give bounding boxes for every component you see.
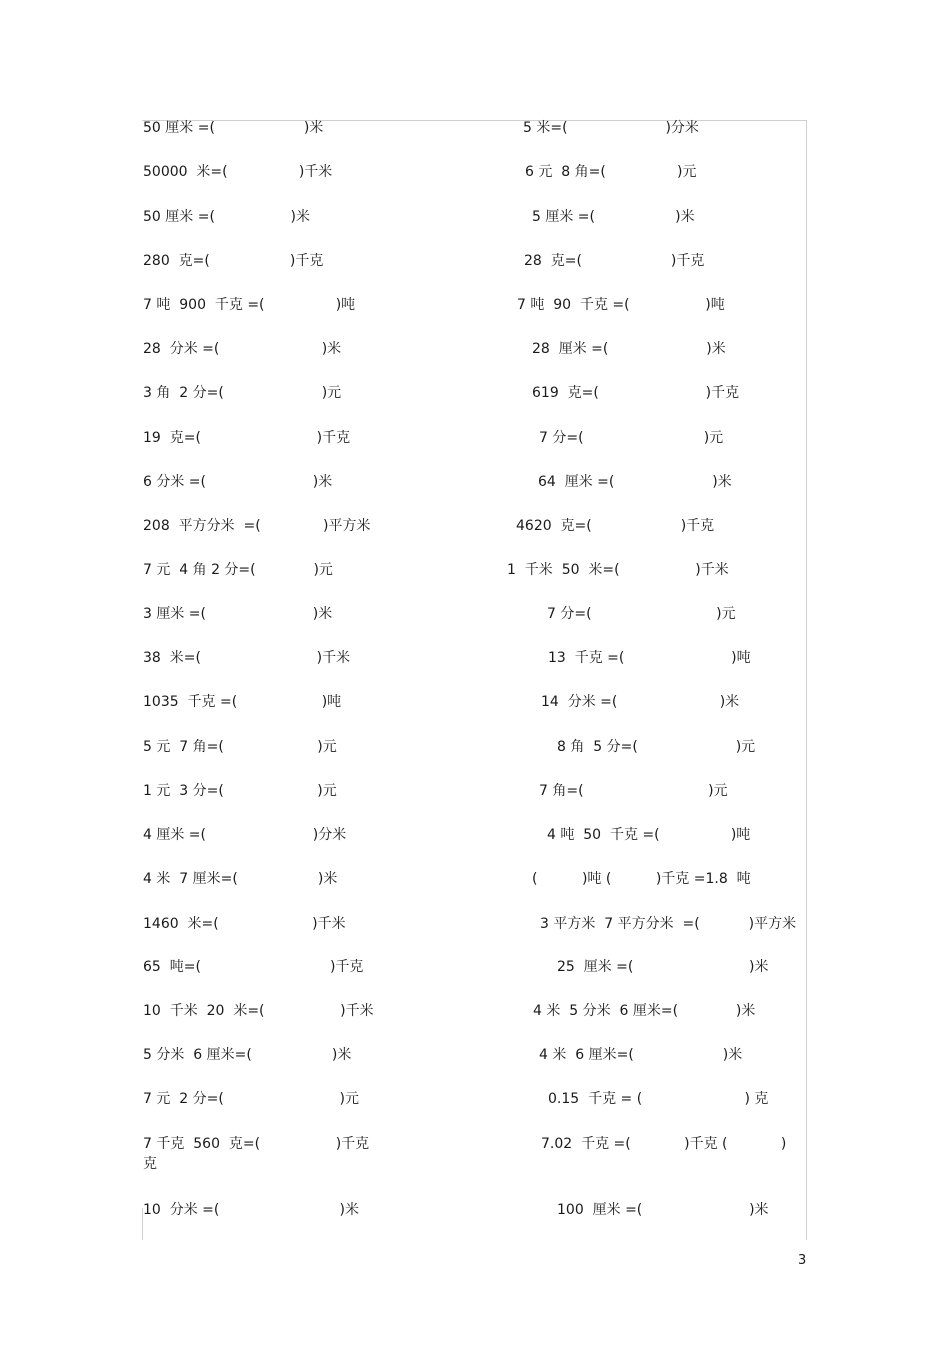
question-left-24: 7 千克 560 克=( )千克 — [143, 1136, 370, 1152]
question-right-6: 28 厘米 =( )米 — [532, 341, 726, 357]
question-left-9: 6 分米 =( )米 — [143, 474, 333, 490]
question-right-3: 5 厘米 =( )米 — [532, 209, 695, 225]
question-left-23: 7 元 2 分=( )元 — [143, 1091, 359, 1107]
question-left-4: 280 克=( )千克 — [143, 253, 324, 269]
question-left-2: 50000 米=( )千米 — [143, 164, 333, 180]
question-left-21: 10 千米 20 米=( )千米 — [143, 1003, 374, 1019]
question-right-1: 5 米=( )分米 — [523, 120, 699, 136]
page-number: 3 — [798, 1253, 807, 1268]
question-right-18: ( )吨 ( )千克 =1.8 吨 — [532, 871, 751, 887]
question-left-19: 1460 米=( )千米 — [143, 916, 346, 932]
question-right-25: 100 厘米 =( )米 — [557, 1202, 769, 1218]
question-left-8: 19 克=( )千克 — [143, 430, 351, 446]
question-left-25: 10 分米 =( )米 — [143, 1202, 359, 1218]
page-border-right — [806, 120, 807, 1240]
question-right-19: 3 平方米 7 平方分米 =( )平方米 — [540, 916, 797, 932]
question-left-6: 28 分米 =( )米 — [143, 341, 342, 357]
question-left-20: 65 吨=( )千克 — [143, 959, 364, 975]
question-right-11: 1 千米 50 米=( )千米 — [507, 562, 729, 578]
question-right-9: 64 厘米 =( )米 — [538, 474, 732, 490]
question-right-13: 13 千克 =( )吨 — [548, 650, 751, 666]
question-right-24: 7.02 千克 =( )千克 ( ) — [541, 1136, 787, 1152]
question-right-8: 7 分=( )元 — [539, 430, 724, 446]
question-right-20: 25 厘米 =( )米 — [557, 959, 769, 975]
question-right-7: 619 克=( )千克 — [532, 385, 740, 401]
question-right-12: 7 分=( )元 — [547, 606, 736, 622]
question-right-2: 6 元 8 角=( )元 — [525, 164, 697, 180]
question-right-17: 4 吨 50 千克 =( )吨 — [547, 827, 751, 843]
question-left-1: 50 厘米 =( )米 — [143, 120, 324, 136]
question-right-21: 4 米 5 分米 6 厘米=( )米 — [533, 1003, 756, 1019]
question-left-22: 5 分米 6 厘米=( )米 — [143, 1047, 352, 1063]
question-left-3: 50 厘米 =( )米 — [143, 209, 311, 225]
question-left-11: 7 元 4 角 2 分=( )元 — [143, 562, 333, 578]
question-left-16: 1 元 3 分=( )元 — [143, 783, 337, 799]
question-right-15: 8 角 5 分=( )元 — [557, 739, 756, 755]
question-right-16: 7 角=( )元 — [539, 783, 728, 799]
question-right-14: 14 分米 =( )米 — [541, 694, 740, 710]
question-left-17: 4 厘米 =( )分米 — [143, 827, 347, 843]
question-left-13: 38 米=( )千米 — [143, 650, 351, 666]
question-left-12: 3 厘米 =( )米 — [143, 606, 333, 622]
question-left-5: 7 吨 900 千克 =( )吨 — [143, 297, 356, 313]
question-left-7: 3 角 2 分=( )元 — [143, 385, 342, 401]
question-right-5: 7 吨 90 千克 =( )吨 — [517, 297, 725, 313]
question-left-24-wrap: 克 — [143, 1156, 157, 1172]
question-left-14: 1035 千克 =( )吨 — [143, 694, 342, 710]
question-right-22: 4 米 6 厘米=( )米 — [539, 1047, 743, 1063]
question-left-18: 4 米 7 厘米=( )米 — [143, 871, 338, 887]
question-left-10: 208 平方分米 =( )平方米 — [143, 518, 371, 534]
question-right-4: 28 克=( )千克 — [524, 253, 705, 269]
question-right-23: 0.15 千克 = ( ) 克 — [548, 1091, 769, 1107]
question-right-10: 4620 克=( )千克 — [516, 518, 715, 534]
question-left-15: 5 元 7 角=( )元 — [143, 739, 337, 755]
